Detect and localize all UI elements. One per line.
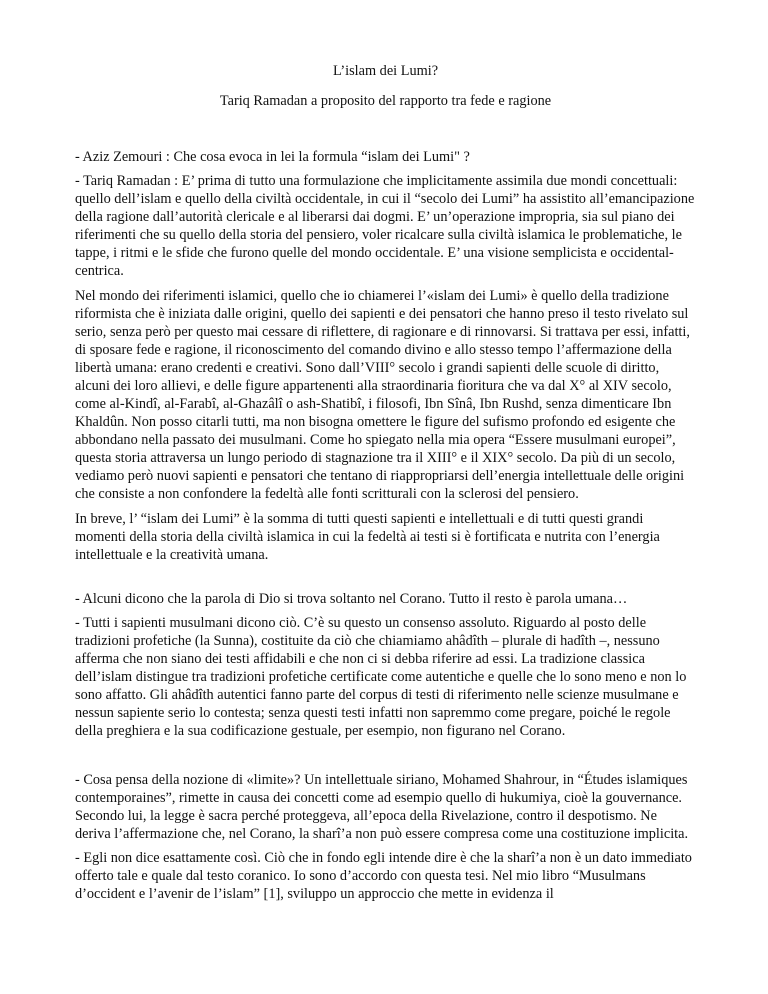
paragraph-answer-2: - Tutti i sapienti musulmani dicono ciò. C’è su questo un consenso assoluto. Riguardo al posto delle tradizioni profetiche (la Sunna), costituite da ciò che chiamiamo ahâdîth – plurale di hadîth –, nessuno afferma che non siano dei testi affidabili e che non ci si debba riferire ad essi. La tradizione classica dell’islam distingue tra tradizioni profetiche certificate come autentiche e quelle che lo sono meno e non lo sono affatto. Gli ahâdîth autentici fanno parte del corpus di testi di riferimento nelle scienze musulmane e nessun sapiente serio lo contesta; senza questi testi infatti non sapremmo come pregare, poiché le regole della preghiera e la sua codificazione gestuale, per esempio, non figurano nel Corano. bbox=[75, 615, 687, 739]
document-title: L’islam dei Lumi? bbox=[332, 63, 439, 79]
paragraph-question-1: - Aziz Zemouri : Che cosa evoca in lei la formula “islam dei Lumi" ? bbox=[75, 149, 470, 165]
paragraph-answer-3: - Egli non dice esattamente così. Ciò che in fondo egli intende dire è che la sharî’a non è un dato immediato offerto tale e quale dal testo coranico. Io sono d’accordo con questa tesi. Nel mio libro “Musulmans d’occident e l’avenir de l’islam” [1], sviluppo un approccio che mette in evidenza il bbox=[75, 850, 692, 902]
paragraph-answer-1: - Tariq Ramadan : E’ prima di tutto una formulazione che implicitamente assimila due mondi concettuali: quello dell’islam e quello della civiltà occidentale, in cui il “secolo dei Lumi” ha assistito all’emancipazione della ragione dall’autorità clericale e al liberarsi dai dogmi. E’ un’operazione impropria, sia sul piano dei riferimenti che su quello della storia del pensiero, voler ricalcare sulla civiltà islamica le problematiche, le tappe, i ritmi e le sfide che furono quelle del mondo occidentale. E’ una visione semplicista e occidental-centrica. bbox=[75, 173, 695, 279]
paragraph-question-2: - Alcuni dicono che la parola di Dio si trova soltanto nel Corano. Tutto il resto è parola umana… bbox=[75, 591, 628, 607]
document-subtitle: Tariq Ramadan a proposito del rapporto tra fede e ragione bbox=[219, 93, 552, 109]
paragraph-body-1: Nel mondo dei riferimenti islamici, quello che io chiamerei l’«islam dei Lumi» è quello della tradizione riformista che è iniziata dalle origini, quello dei sapienti e dei pensatori che hanno preso il testo rivelato sul serio, senza però per questo mai cessare di riflettere, di ragionare e di rinnovarsi. Si trattava per essi, infatti, di sposare fede e ragione, il riconoscimento del comando divino e allo stesso tempo l’affermazione della libertà umana: erano credenti e creativi. Sono dall’VIII° secolo i grandi sapienti delle scuole di diritto, alcuni dei loro allievi, e delle figure appartenenti alla straordinaria fioritura che va dal X° al XIV secolo, come al-Kindî, al-Farabî, al-Ghazâlî o ash-Shatibî, i filosofi, Ibn Sînâ, Ibn Rushd, senza dimenticare Ibn Khaldûn. Non posso citarli tutti, ma non bisogna omettere le figure del sufismo profondo ed esigente che abbondano nella passato dei musulmani. Come ho spiegato nella mia opera “Essere musulmani europei”, questa storia attraversa un lungo periodo di stagnazione tra il XIII° e il XIX° secolo. Da più di un secolo, vediamo però nuovi sapienti e pensatori che tentano di riappropriarsi dell’energia intellettuale delle origini che consiste a non confondere la fedeltà alle fonti scritturali con la sclerosi del pensiero. bbox=[75, 288, 690, 502]
paragraph-body-2: In breve, l’ “islam dei Lumi” è la somma di tutti questi sapienti e intellettuali e di tutti questi grandi momenti della storia della civiltà islamica in cui la fedeltà ai testi si è fortificata e nutrita con l’energia intellettuale e la creatività umana. bbox=[75, 511, 660, 563]
paragraph-question-3: - Cosa pensa della nozione di «limite»? Un intellettuale siriano, Mohamed Shahrour, in “Études islamiques contemporaines”, rimette in causa dei concetti come ad esempio quello di hukumiya, cioè la gouvernance. Secondo lui, la legge è sacra perché proteggeva, all’epoca della Rivelazione, contro il despotismo. Ne deriva l’affermazione che, nel Corano, la sharî’a non può essere compresa come una costituzione implicita. bbox=[75, 772, 689, 842]
